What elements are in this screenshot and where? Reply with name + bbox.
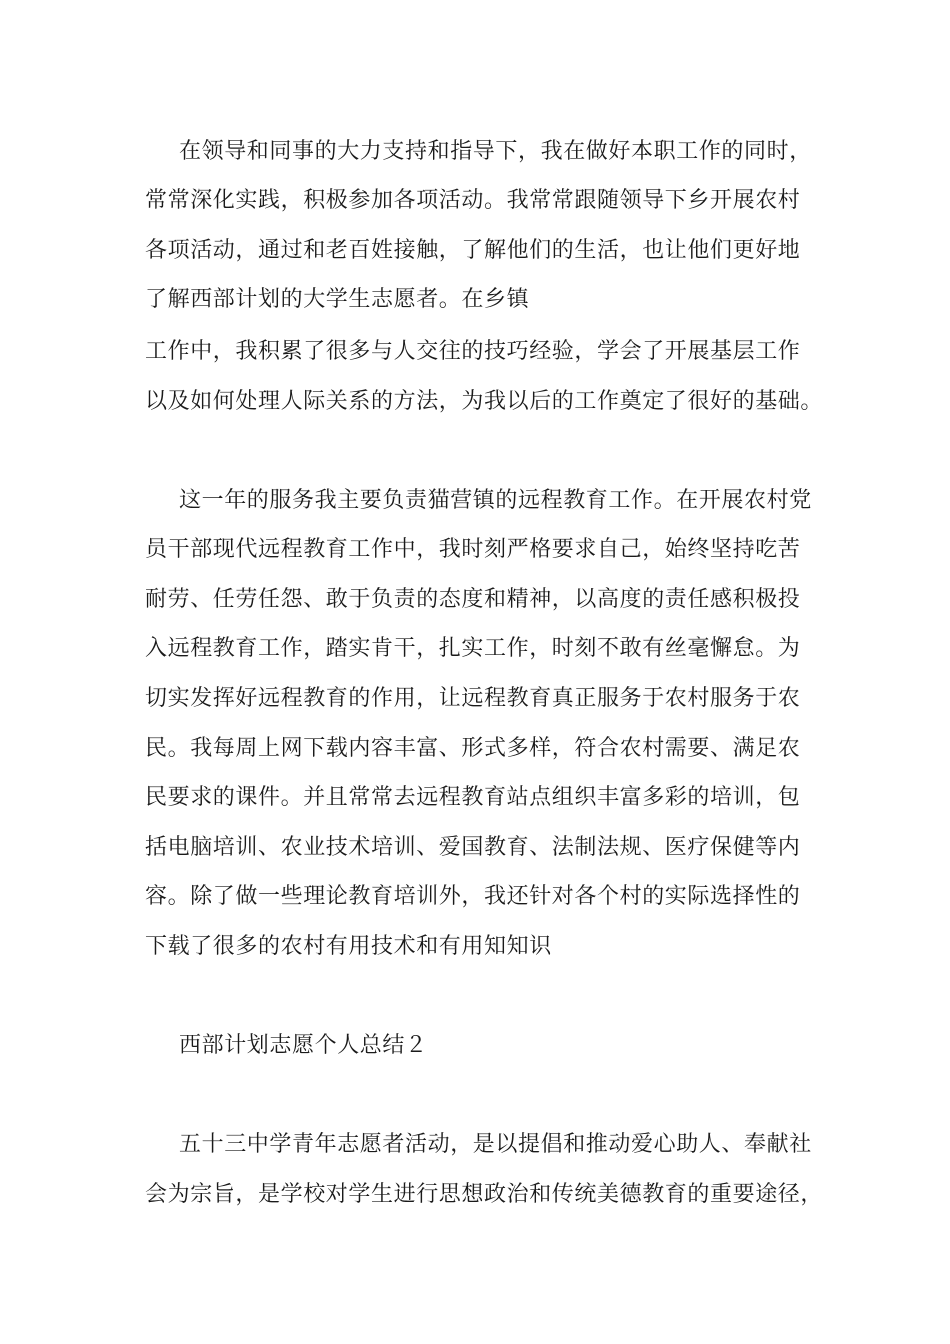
text-line: 下载了很多的农村有用技术和有用知知识	[145, 934, 552, 959]
text-line: 民。我每周上网下载内容丰富、形式多样，符合农村需要、满足农	[145, 736, 801, 761]
text-line: 切实发挥好远程教育的作用，让远程教育真正服务于农村服务于农	[145, 686, 801, 711]
text-line: 耐劳、任劳任怨、敢于负责的态度和精神，以高度的责任感积极投	[145, 587, 801, 612]
text-line: 常常深化实践，积极参加各项活动。我常常跟随领导下乡开展农村	[145, 188, 801, 213]
text-line: 了解西部计划的大学生志愿者。在乡镇	[145, 287, 530, 312]
text-line: 民要求的课件。并且常常去远程教育站点组织丰富多彩的培训，包	[145, 785, 801, 810]
text-line: 在领导和同事的大力支持和指导下，我在做好本职工作的同时，	[179, 139, 812, 164]
text-line: 五十三中学青年志愿者活动，是以提倡和推动爱心助人、奉献社	[179, 1132, 812, 1157]
text-line: 以及如何处理人际关系的方法，为我以后的工作奠定了很好的基础。	[145, 389, 824, 414]
section-heading: 西部计划志愿个人总结２	[179, 1033, 428, 1058]
text-line: 容。除了做一些理论教育培训外，我还针对各个村的实际选择性的	[145, 884, 801, 909]
text-line: 这一年的服务我主要负责猫营镇的远程教育工作。在开展农村党	[179, 488, 812, 513]
text-line: 员干部现代远程教育工作中，我时刻严格要求自己，始终坚持吃苦	[145, 537, 801, 562]
text-line: 各项活动，通过和老百姓接触，了解他们的生活，也让他们更好地	[145, 238, 801, 263]
text-line: 会为宗旨，是学校对学生进行思想政治和传统美德教育的重要途径，	[145, 1182, 824, 1207]
text-line: 工作中，我积累了很多与人交往的技巧经验，学会了开展基层工作	[145, 339, 801, 364]
text-line: 括电脑培训、农业技术培训、爱国教育、法制法规、医疗保健等内	[145, 835, 801, 860]
text-line: 入远程教育工作，踏实肯干，扎实工作，时刻不敢有丝毫懈怠。为	[145, 636, 801, 661]
